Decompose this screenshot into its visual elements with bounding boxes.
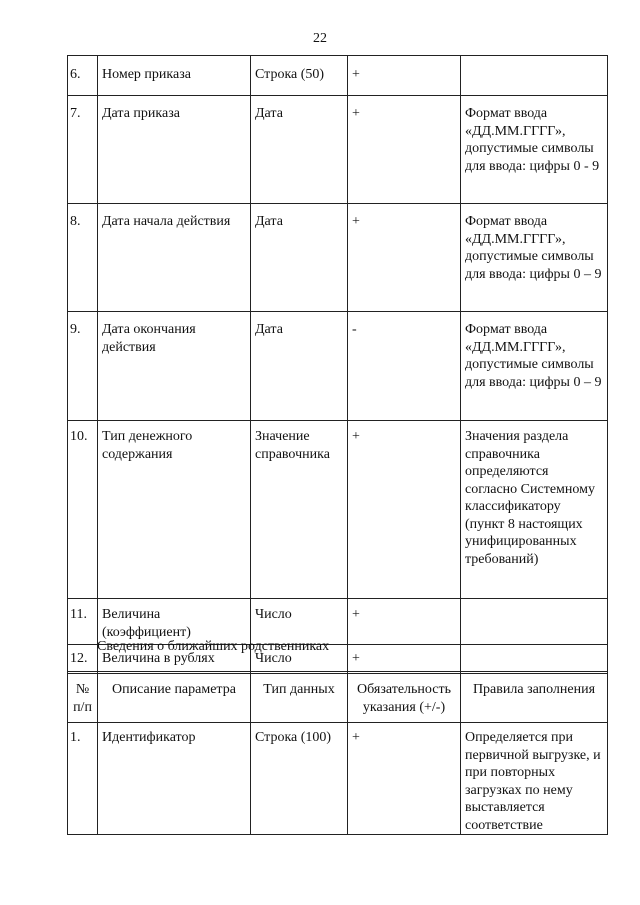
data-type: Число — [251, 599, 348, 645]
data-type: Дата — [251, 96, 348, 204]
row-number: 1. — [68, 723, 98, 835]
table-row — [68, 56, 608, 96]
table-row — [68, 96, 608, 204]
fill-rules — [461, 56, 608, 96]
relatives-parameters-table — [67, 671, 608, 835]
required-flag: + — [348, 723, 461, 835]
parameter-description: Величина (коэффициент) — [98, 599, 251, 645]
row-number: 6. — [68, 56, 98, 96]
data-type: Строка (100) — [251, 723, 348, 835]
parameter-description: Дата окончания действия — [98, 312, 251, 421]
row-number: 11. — [68, 599, 98, 645]
parameters-table-continued — [67, 55, 608, 674]
parameter-description: Дата приказа — [98, 96, 251, 204]
column-header-num: № п/п — [68, 672, 98, 723]
data-type: Дата — [251, 204, 348, 312]
column-header-rules: Правила заполнения — [461, 672, 608, 723]
data-type: Значение справочника — [251, 421, 348, 599]
row-number: 8. — [68, 204, 98, 312]
fill-rules: Формат ввода «ДД.ММ.ГГГГ», допустимые символы для ввода: цифры 0 – 9 — [461, 204, 608, 312]
parameter-description: Номер приказа — [98, 56, 251, 96]
row-number: 9. — [68, 312, 98, 421]
table-header-row — [68, 672, 608, 723]
data-type: Строка (50) — [251, 56, 348, 96]
row-number: 7. — [68, 96, 98, 204]
table-row — [68, 312, 608, 421]
table-row — [68, 599, 608, 645]
required-flag: + — [348, 421, 461, 599]
fill-rules — [461, 599, 608, 645]
data-type: Число — [251, 645, 348, 674]
table-row — [68, 421, 608, 599]
parameter-description: Величина в рублях — [98, 645, 251, 674]
table-row — [68, 723, 608, 835]
parameter-description: Идентификатор — [98, 723, 251, 835]
column-header-required: Обязательность указания (+/-) — [348, 672, 461, 723]
fill-rules: Формат ввода «ДД.ММ.ГГГГ», допустимые символы для ввода: цифры 0 - 9 — [461, 96, 608, 204]
row-number: 10. — [68, 421, 98, 599]
fill-rules — [461, 645, 608, 674]
required-flag: + — [348, 645, 461, 674]
parameter-description: Дата начала действия — [98, 204, 251, 312]
fill-rules: Формат ввода «ДД.ММ.ГГГГ», допустимые символы для ввода: цифры 0 – 9 — [461, 312, 608, 421]
data-type: Дата — [251, 312, 348, 421]
required-flag: + — [348, 96, 461, 204]
fill-rules: Значения раздела справочника определяются согласно Системному классификатору (пункт 8 настоящих унифицированных требований) — [461, 421, 608, 599]
section-title: Сведения о ближайших родственниках — [97, 639, 330, 654]
required-flag: - — [348, 312, 461, 421]
column-header-description: Описание параметра — [98, 672, 251, 723]
fill-rules: Определяется при первичной выгрузке, и при повторных загрузках по нему выставляется соответствие — [461, 723, 608, 835]
row-number: 12. — [68, 645, 98, 674]
required-flag: + — [348, 56, 461, 96]
required-flag: + — [348, 599, 461, 645]
page-number: 22 — [313, 31, 327, 46]
table-row — [68, 204, 608, 312]
required-flag: + — [348, 204, 461, 312]
parameter-description: Тип денежного содержания — [98, 421, 251, 599]
column-header-type: Тип данных — [251, 672, 348, 723]
